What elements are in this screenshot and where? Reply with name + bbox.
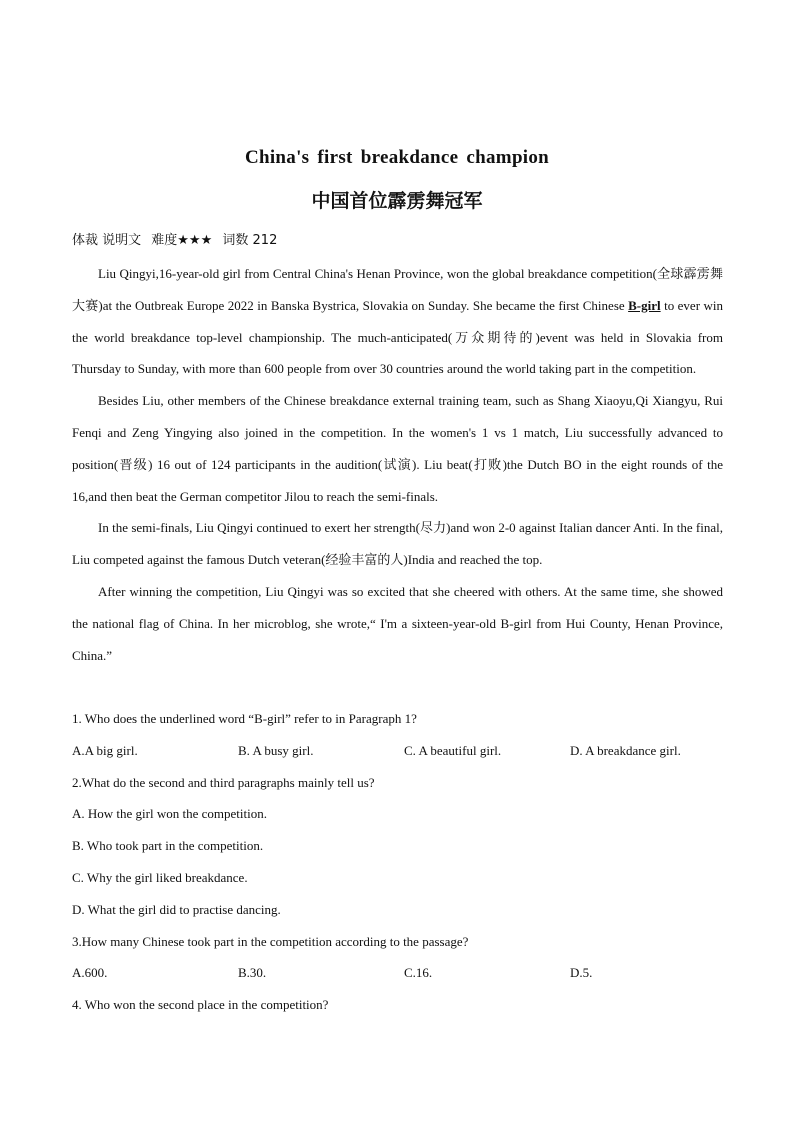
paragraph-1-part-a: Liu Qingyi,16-year-old girl from Central China's Henan Province, won the global breakdance competition(全球霹雳舞大赛)at the Outbreak Europe 2022 in Banska Bystrica, Slovakia on Sunday. She became the first Chinese	[72, 266, 723, 313]
question-2-option-b: B. Who took part in the competition.	[72, 838, 264, 854]
question-3-option-a: A.600.	[72, 965, 108, 981]
question-1-stem: 1. Who does the underlined word “B-girl” refer to in Paragraph 1?	[72, 711, 417, 726]
question-2-option-a: A. How the girl won the competition.	[72, 806, 267, 822]
paragraph-4: After winning the competition, Liu Qingyi was so excited that she cheered with others. At the same time, she showed the national flag of China. In her microblog, she wrote,“ I'm a sixteen-year-old B-girl from Hui County, Henan Province, China.”	[72, 583, 723, 663]
question-1-option-b: B. A busy girl.	[238, 742, 314, 758]
question-2-stem: 2.What do the second and third paragraphs mainly tell us?	[72, 774, 375, 790]
question-1-option-c: C. A beautiful girl.	[404, 742, 502, 758]
paragraph-1	[72, 258, 723, 385]
questions	[72, 703, 732, 1021]
question-1-options	[72, 735, 732, 767]
wordcount-label: 词数 212	[222, 233, 278, 248]
passage	[72, 258, 723, 671]
question-3-option-d: D.5.	[570, 965, 593, 981]
title-chinese: 中国首位霹雳舞冠军	[311, 190, 483, 212]
question-1-option-d: D. A breakdance girl.	[570, 742, 681, 758]
question-3-option-c: C.16.	[404, 965, 433, 981]
question-1-option-a: A.A big girl.	[72, 742, 138, 758]
underlined-word-bgirl: B-girl	[628, 297, 661, 313]
question-3-stem: 3.How many Chinese took part in the competition according to the passage?	[72, 933, 469, 949]
question-3-option-b: B.30.	[238, 965, 267, 981]
paragraph-3: In the semi-finals, Liu Qingyi continued to exert her strength(尽力)and won 2-0 against Italian dancer Anti. In the final, Liu competed against the famous Dutch veteran(经验丰富的人)India and reached the top.	[72, 520, 723, 568]
difficulty-label: 难度★★★	[151, 233, 213, 248]
title-english: China's first breakdance champion	[244, 147, 550, 168]
question-3-options	[72, 957, 732, 989]
paragraph-2: Besides Liu, other members of the Chinese breakdance external training team, such as Shang Xiaoyu,Qi Xiangyu, Rui Fenqi and Zeng Yingying also joined in the competition. In the women's 1 vs 1 match, Liu successfully advanced to position(晋级) 16 out of 124 participants in the audition(试演). Liu beat(打败)the Dutch BO in the eight rounds of the 16,and then beat the German competitor Jilou to reach the semi-finals.	[72, 393, 723, 504]
question-4-stem: 4. Who won the second place in the competition?	[72, 997, 329, 1013]
paragraph-1-part-b: to ever win the world breakdance top-level championship. The much-anticipated(万众期待的)event was held in Slovakia from Thursday to Sunday, with more than 600 people from over 30 countries around the world taking part in the competition.	[72, 297, 723, 377]
passage-meta	[72, 229, 283, 248]
question-2-option-c: C. Why the girl liked breakdance.	[72, 869, 248, 885]
question-2-option-d: D. What the girl did to practise dancing.	[72, 901, 281, 917]
genre-label: 体裁 说明文	[72, 233, 142, 248]
